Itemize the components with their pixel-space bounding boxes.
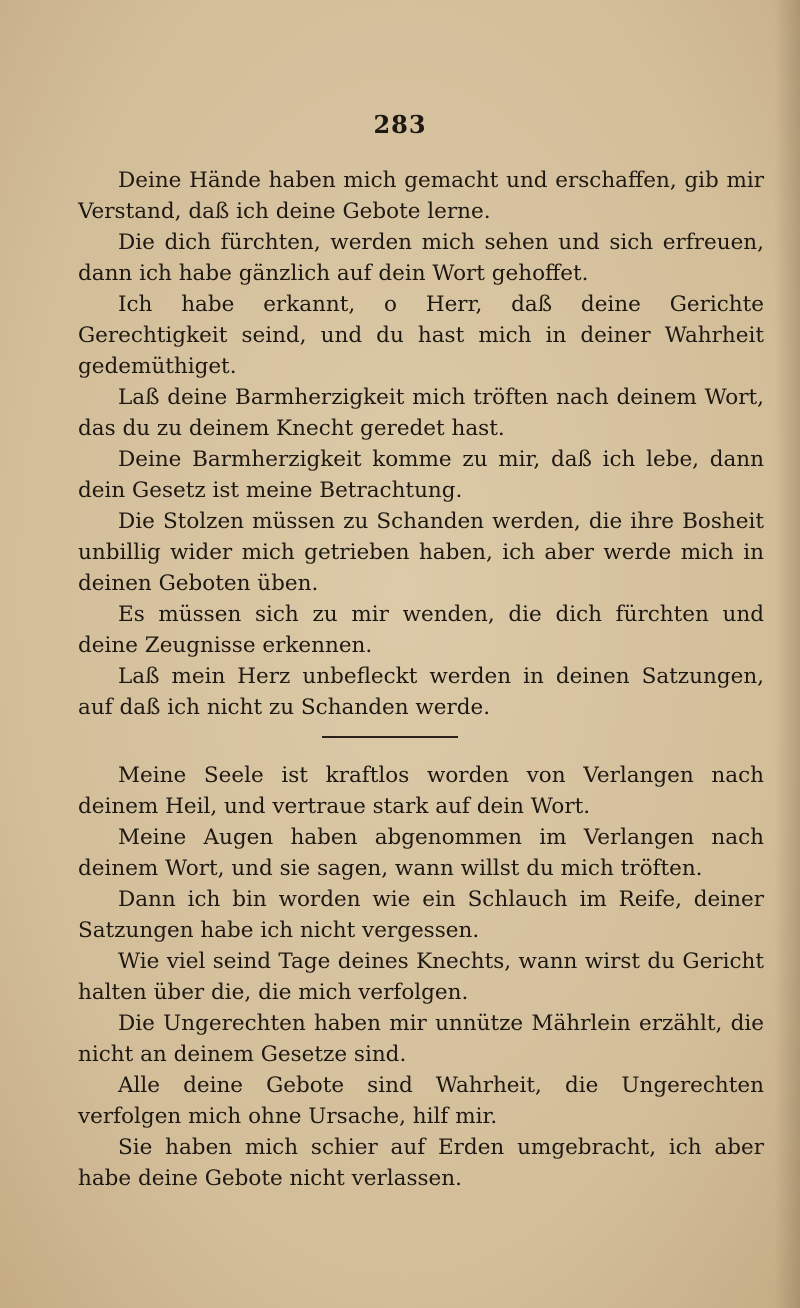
verse: Deine Barmherzigkeit komme zu mir, daß ich lebe, dann dein Gesetz ist meine Betrachtung. [78, 447, 764, 503]
verse: Deine Hände haben mich gemacht und erschaffen, gib mir Verstand, daß ich deine Gebote lerne. [78, 168, 764, 224]
verse: Meine Seele ist kraftlos worden von Verlangen nach deinem Heil, und vertraue stark auf dein Wort. [78, 763, 764, 819]
verse: Die Ungerechten haben mir unnütze Mährlein erzählt, die nicht an deinem Gesetze sind. [78, 1011, 764, 1067]
verse: Laß mein Herz unbefleckt werden in deinen Satzungen, auf daß ich nicht zu Schanden werde. [78, 664, 764, 720]
verse: Es müssen sich zu mir wenden, die dich fürchten und deine Zeugnisse erkennen. [78, 602, 764, 658]
verse: Wie viel seind Tage deines Knechts, wann wirst du Gericht halten über die, die mich verfolgen. [78, 949, 764, 1005]
page-number: 283 [373, 110, 427, 139]
verse-block-1 [78, 165, 764, 723]
verse-block-2 [78, 760, 764, 1194]
verse: Die dich fürchten, werden mich sehen und sich erfreuen, dann ich habe gänzlich auf dein Wort gehoffet. [78, 230, 764, 286]
verse: Meine Augen haben abgenommen im Verlangen nach deinem Wort, und sie sagen, wann willst du mich tröften. [78, 825, 764, 881]
page-edge-shadow [774, 0, 800, 1308]
verse: Die Stolzen müssen zu Schanden werden, die ihre Bosheit unbillig wider mich getrieben haben, ich aber werde mich in deinen Geboten üben. [78, 509, 764, 596]
verse: Sie haben mich schier auf Erden umgebracht, ich aber habe deine Gebote nicht verlassen. [78, 1135, 764, 1191]
verse: Alle deine Gebote sind Wahrheit, die Ungerechten verfolgen mich ohne Ursache, hilf mir. [78, 1073, 764, 1129]
verse: Dann ich bin worden wie ein Schlauch im Reife, deiner Satzungen habe ich nicht vergessen. [78, 887, 764, 943]
section-divider [322, 736, 458, 738]
verse: Ich habe erkannt, o Herr, daß deine Gerichte Gerechtigkeit seind, und du hast mich in deiner Wahrheit gedemüthiget. [78, 292, 764, 379]
verse: Laß deine Barmherzigkeit mich tröften nach deinem Wort, das du zu deinem Knecht geredet hast. [78, 385, 764, 441]
